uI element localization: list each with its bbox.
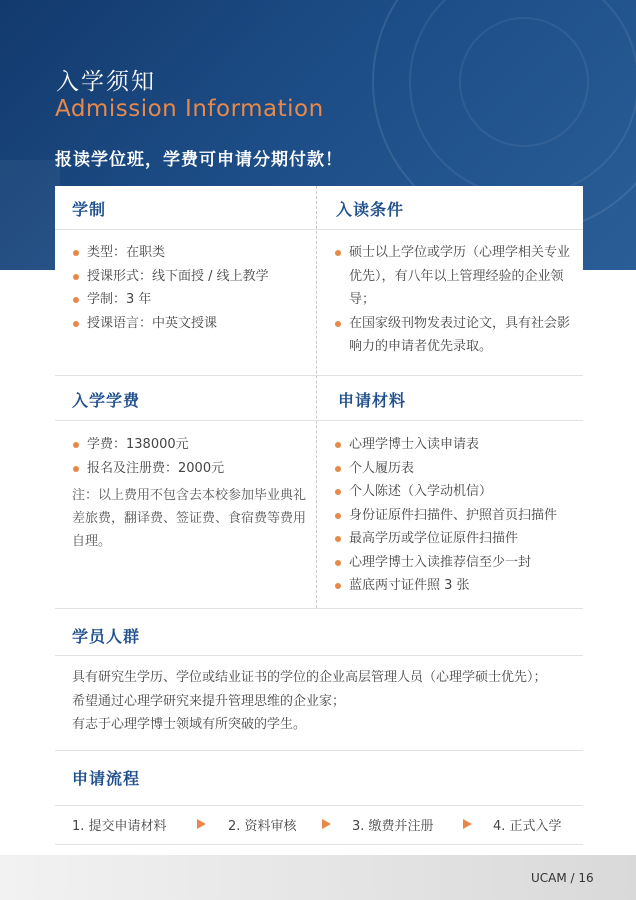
- fees-note: 注：以上费用不包含去本校参加毕业典礼差旅费，翻译费、签证费、食宿费等费用自理。: [72, 488, 307, 549]
- process-step: 4. 正式入学: [493, 819, 562, 834]
- arrow-right-icon: [322, 819, 331, 829]
- page-subtitle: Admission Information: [55, 96, 324, 122]
- student-line: 希望通过心理学研究来提升管理思维的企业家；: [72, 693, 346, 709]
- arrow-right-icon: [197, 819, 206, 829]
- divider: [55, 375, 583, 376]
- list-item: 心理学博士入读推荐信至少一封: [334, 551, 580, 575]
- divider: [55, 608, 583, 609]
- divider: [55, 655, 583, 656]
- arrow-right-icon: [463, 819, 472, 829]
- duration-list: [72, 241, 308, 335]
- list-item: 个人履历表: [334, 457, 580, 481]
- list-item: 个人陈述（入学动机信）: [334, 480, 580, 504]
- divider: [55, 229, 583, 230]
- section-title-materials: 申请材料: [338, 391, 407, 410]
- student-line: 具有研究生学历、学位或结业证书的学位的企业高层管理人员（心理学硕士优先）；: [72, 670, 547, 685]
- column-divider: [316, 186, 317, 608]
- process-step: 1. 提交申请材料: [72, 819, 167, 834]
- list-item: 硕士以上学位或学历（心理学相关专业优先），有八年以上管理经验的企业领导；: [334, 241, 572, 312]
- page-title: 入学须知: [56, 69, 156, 95]
- requirements-list: [334, 241, 572, 359]
- slogan: 报读学位班，学费可申请分期付款！: [55, 150, 343, 170]
- list-item: 身份证原件扫描件、护照首页扫描件: [334, 504, 580, 528]
- divider: [55, 750, 583, 751]
- list-item: 最高学历或学位证原件扫描件: [334, 527, 580, 551]
- section-title-students: 学员人群: [72, 627, 141, 646]
- list-item: 心理学博士入读申请表: [334, 433, 580, 457]
- students-description: [72, 666, 582, 737]
- student-line: 有志于心理学博士领域有所突破的学生。: [72, 717, 307, 732]
- page-number: UCAM / 16: [531, 871, 594, 885]
- list-item: 类型：在职类: [72, 241, 308, 265]
- section-title-fees: 入学学费: [72, 391, 141, 410]
- section-title-duration: 学制: [72, 200, 107, 219]
- section-title-process: 申请流程: [72, 769, 141, 788]
- materials-list: [334, 433, 580, 598]
- list-item: 蓝底两寸证件照 3 张: [334, 574, 580, 598]
- list-item: 报名及注册费：2000元: [72, 457, 308, 481]
- list-item: 在国家级刊物发表过论文，具有社会影响力的申请者优先录取。: [334, 312, 572, 359]
- section-title-requirements: 入读条件: [336, 200, 405, 219]
- background-photo-shade: [0, 160, 60, 270]
- process-step: 3. 缴费并注册: [352, 819, 434, 834]
- fees-list: [72, 433, 308, 480]
- list-item: 授课形式：线下面授 / 线上教学: [72, 265, 308, 289]
- divider: [55, 420, 583, 421]
- list-item: 学制：3 年: [72, 288, 308, 312]
- list-item: 学费：138000元: [72, 433, 308, 457]
- process-step: 2. 资料审核: [228, 819, 297, 834]
- list-item: 授课语言：中英文授课: [72, 312, 308, 336]
